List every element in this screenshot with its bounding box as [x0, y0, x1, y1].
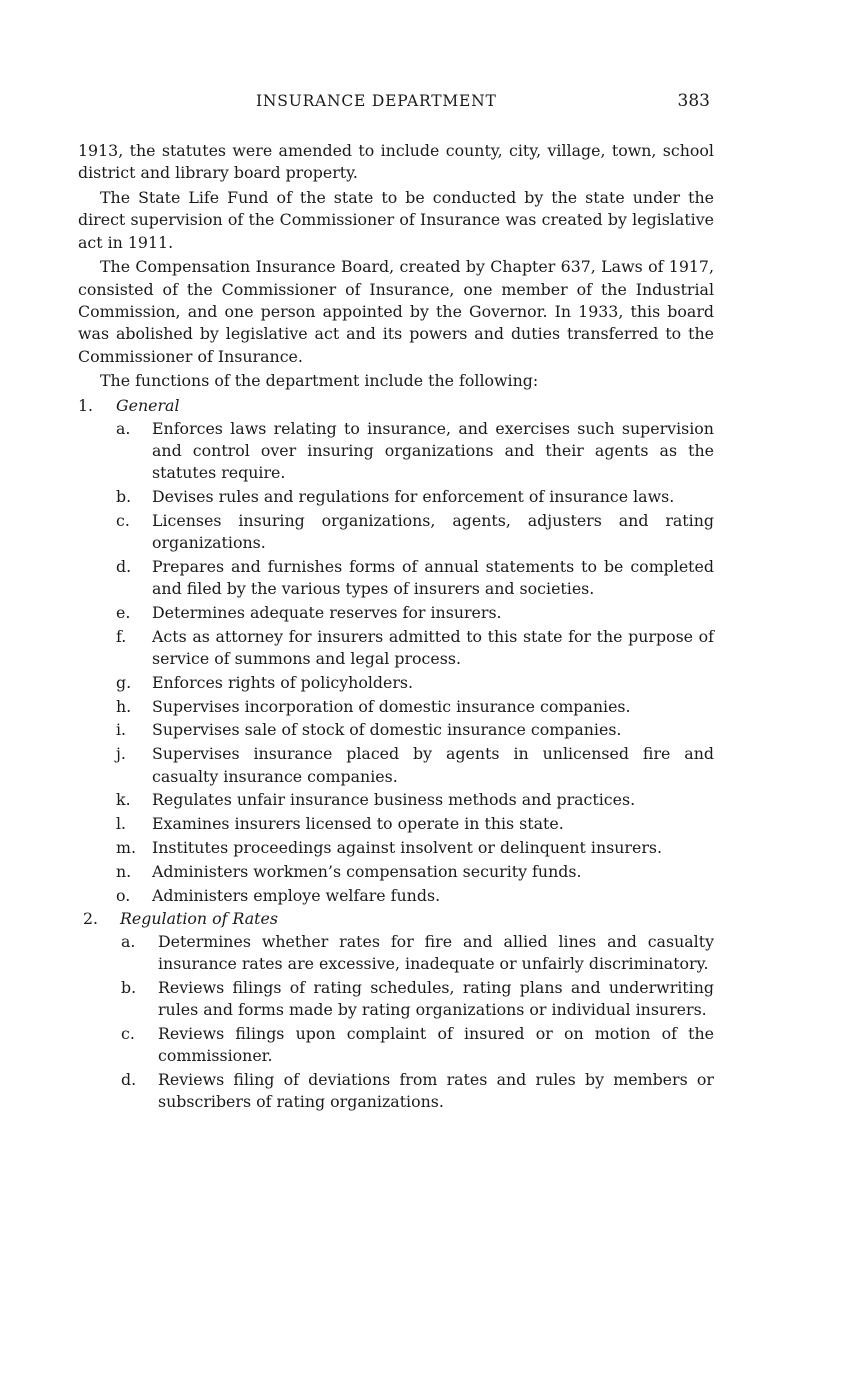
section-title: Regulation of Rates	[120, 909, 278, 929]
list-item	[78, 672, 714, 694]
item-label: j.	[116, 744, 126, 764]
section-title: General	[116, 396, 180, 416]
body-text	[78, 140, 714, 1115]
item-text: Reviews filing of deviations from rates and rules by members or subscribers of rating organizations.	[158, 1069, 714, 1112]
list-item	[78, 789, 714, 811]
item-label: g.	[116, 672, 132, 692]
list-item	[78, 743, 714, 788]
section-heading	[78, 908, 714, 930]
section-regulation-of-rates	[78, 908, 714, 1113]
item-label: b.	[121, 977, 137, 997]
item-text: Enforces rights of policyholders.	[152, 672, 414, 692]
item-text: Reviews filings upon complaint of insured or on motion of the commissioner.	[158, 1023, 714, 1066]
item-label: h.	[116, 696, 132, 716]
section-general	[78, 395, 714, 907]
item-text: Administers employe welfare funds.	[152, 885, 441, 905]
item-label: c.	[121, 1023, 135, 1043]
item-text: Prepares and furnishes forms of annual statements to be completed and filed by the various types of insurers and societies.	[152, 556, 714, 599]
item-text: Devises rules and regulations for enforcement of insurance laws.	[152, 486, 675, 506]
item-text: Examines insurers licensed to operate in this state.	[152, 814, 564, 834]
list-item	[78, 602, 714, 624]
item-label: a.	[121, 931, 136, 951]
item-label: f.	[116, 626, 127, 646]
list-item	[78, 696, 714, 718]
item-text: Enforces laws relating to insurance, and exercises such supervision and control over insuring organizations and their agents as the statutes require.	[152, 418, 714, 483]
list-item	[78, 510, 714, 555]
item-label: m.	[116, 837, 137, 857]
item-text: Determines whether rates for fire and allied lines and casualty insurance rates are excessive, inadequate or unfairly discriminatory.	[158, 931, 714, 973]
item-label: a.	[116, 418, 131, 438]
paragraph: The State Life Fund of the state to be conducted by the state under the direct supervision of the Commissioner of Insurance was created by legislative act in 1911.	[78, 188, 714, 252]
list-item	[78, 837, 714, 859]
item-label: n.	[116, 861, 132, 881]
list-item	[78, 719, 714, 741]
list-item	[78, 1023, 714, 1068]
item-text: Supervises insurance placed by agents in unlicensed fire and casualty insurance companies.	[152, 744, 714, 786]
list-item	[78, 931, 714, 976]
item-text: Regulates unfair insurance business methods and practices.	[152, 790, 636, 810]
item-label: i.	[116, 720, 127, 740]
list-item	[78, 813, 714, 835]
paragraph: The Compensation Insurance Board, created by Chapter 637, Laws of 1917, consisted of the Commissioner of Insurance, one member of the Industrial Commission, and one person appointed by the Governor. In 1933, this board was abolished by legislative act and its powers and duties transferred to the Commissioner of Insurance.	[78, 257, 714, 366]
item-text: Administers workmen’s compensation security funds.	[152, 861, 582, 881]
item-label: b.	[116, 486, 132, 506]
item-text: Licenses insuring organizations, agents, adjusters and rating organizations.	[152, 510, 714, 553]
item-label: e.	[116, 602, 131, 622]
item-label: d.	[116, 556, 132, 576]
item-label: o.	[116, 885, 131, 905]
item-text: Reviews filings of rating schedules, rating plans and underwriting rules and forms made by rating organizations or individual insurers.	[158, 977, 714, 1019]
item-label: c.	[116, 510, 130, 530]
item-text: Supervises incorporation of domestic insurance companies.	[152, 696, 631, 716]
section-number: 1.	[78, 396, 94, 416]
paragraph: 1913, the statutes were amended to include county, city, village, town, school district and library board property.	[78, 141, 714, 183]
item-text: Determines adequate reserves for insurers.	[152, 602, 502, 622]
list-item	[78, 977, 714, 1022]
list-item	[78, 861, 714, 883]
item-label: d.	[121, 1069, 137, 1089]
item-label: k.	[116, 790, 131, 810]
item-text: Supervises sale of stock of domestic insurance companies.	[152, 720, 622, 740]
list-item	[78, 885, 714, 907]
list-item	[78, 556, 714, 601]
section-number: 2.	[83, 909, 99, 929]
list-item	[78, 486, 714, 508]
list-item	[78, 626, 714, 671]
page-header	[78, 92, 714, 116]
item-text: Acts as attorney for insurers admitted to this state for the purpose of service of summons and legal process.	[152, 626, 714, 669]
page-number: 383	[677, 91, 710, 111]
item-text: Institutes proceedings against insolvent or delinquent insurers.	[152, 837, 663, 857]
running-head: INSURANCE DEPARTMENT	[256, 92, 497, 110]
paragraph: The functions of the department include the following:	[100, 371, 539, 391]
item-label: l.	[116, 814, 127, 834]
list-item	[78, 418, 714, 485]
section-heading	[78, 395, 714, 417]
list-item	[78, 1069, 714, 1114]
